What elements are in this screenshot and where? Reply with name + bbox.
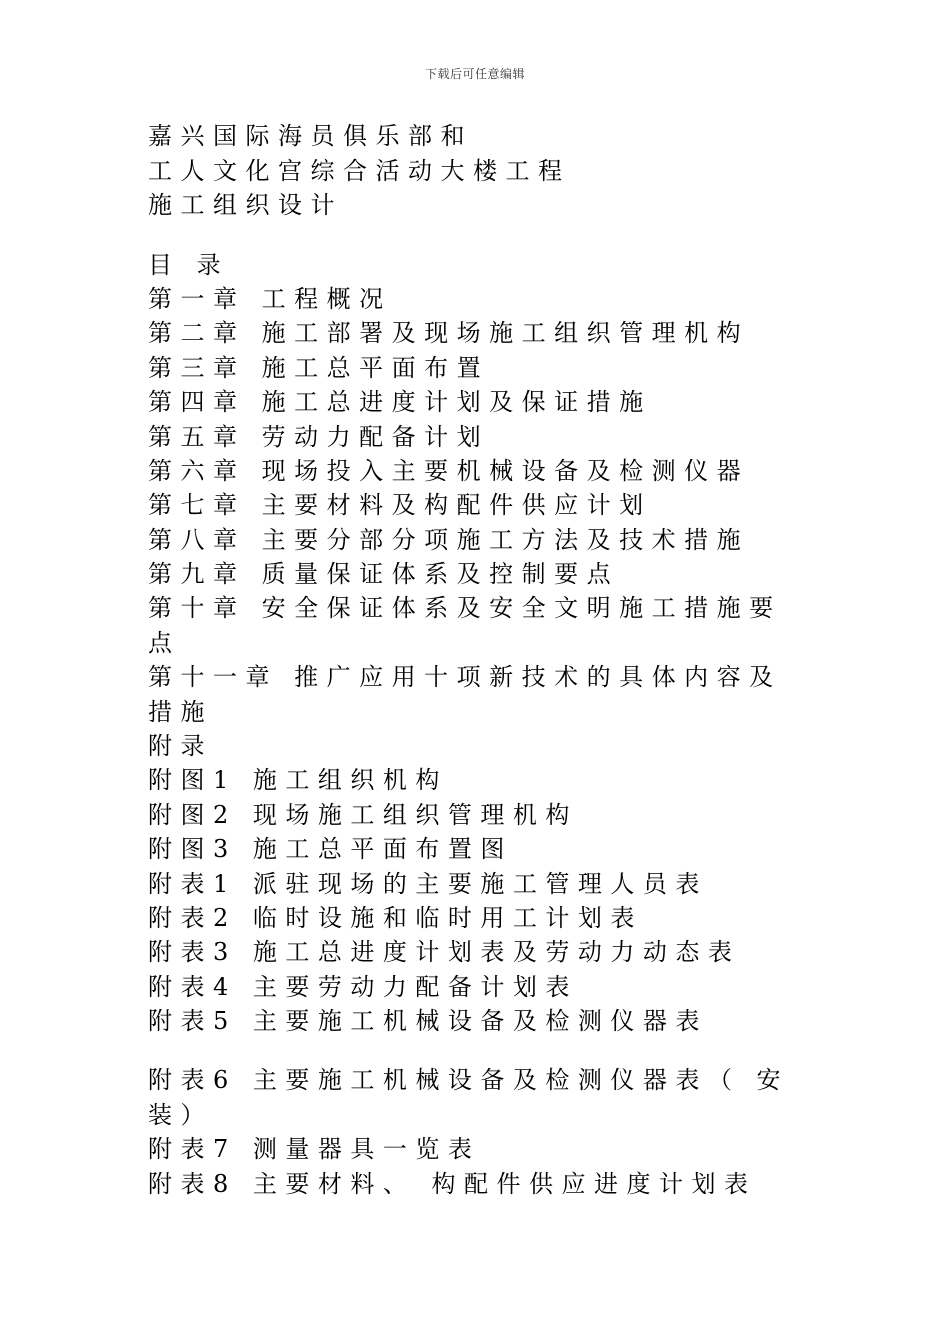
toc-item: 第十章 安全保证体系及安全文明施工措施要 xyxy=(148,594,782,622)
toc-item: 装） xyxy=(148,1101,213,1129)
toc-item: 第一章 工程概况 xyxy=(148,285,392,313)
toc-item: 附表7 测量器具一览表 xyxy=(148,1135,481,1163)
title-line: 嘉兴国际海员俱乐部和 xyxy=(148,122,473,150)
toc-item: 第四章 施工总进度计划及保证措施 xyxy=(148,388,652,416)
toc-item: 附表1 派驻现场的主要施工管理人员表 xyxy=(148,870,708,898)
toc-item: 附录 xyxy=(148,732,213,760)
title-line: 施工组织设计 xyxy=(148,191,343,219)
toc-item: 第七章 主要材料及构配件供应计划 xyxy=(148,491,652,519)
toc-heading: 目 录 xyxy=(148,251,230,279)
page-header-note: 下载后可任意编辑 xyxy=(424,67,525,81)
toc-item: 附表8 主要材料、 构配件供应进度计划表 xyxy=(148,1170,757,1198)
title-line: 工人文化宫综合活动大楼工程 xyxy=(148,157,571,185)
toc-item: 附图2 现场施工组织管理机构 xyxy=(148,801,578,829)
toc-item: 第六章 现场投入主要机械设备及检测仪器 xyxy=(148,457,750,485)
toc-item: 第八章 主要分部分项施工方法及技术措施 xyxy=(148,526,750,554)
toc-item: 附表6 主要施工机械设备及检测仪器表（ 安 xyxy=(148,1066,790,1094)
toc-item: 点 xyxy=(148,629,181,657)
toc-item: 第三章 施工总平面布置 xyxy=(148,354,490,382)
toc-item: 附图3 施工总平面布置图 xyxy=(148,835,513,863)
toc-item: 附图1 施工组织机构 xyxy=(148,766,448,794)
toc-item: 附表2 临时设施和临时用工计划表 xyxy=(148,904,643,932)
toc-item: 第九章 质量保证体系及控制要点 xyxy=(148,560,620,588)
toc-item: 第二章 施工部署及现场施工组织管理机构 xyxy=(148,319,750,347)
toc-item: 附表3 施工总进度计划表及劳动力动态表 xyxy=(148,938,741,966)
toc-item: 措施 xyxy=(148,698,213,726)
toc-item: 第五章 劳动力配备计划 xyxy=(148,423,490,451)
toc-item: 第十一章 推广应用十项新技术的具体内容及 xyxy=(148,663,782,691)
toc-item: 附表4 主要劳动力配备计划表 xyxy=(148,973,578,1001)
toc-item: 附表5 主要施工机械设备及检测仪器表 xyxy=(148,1007,708,1035)
